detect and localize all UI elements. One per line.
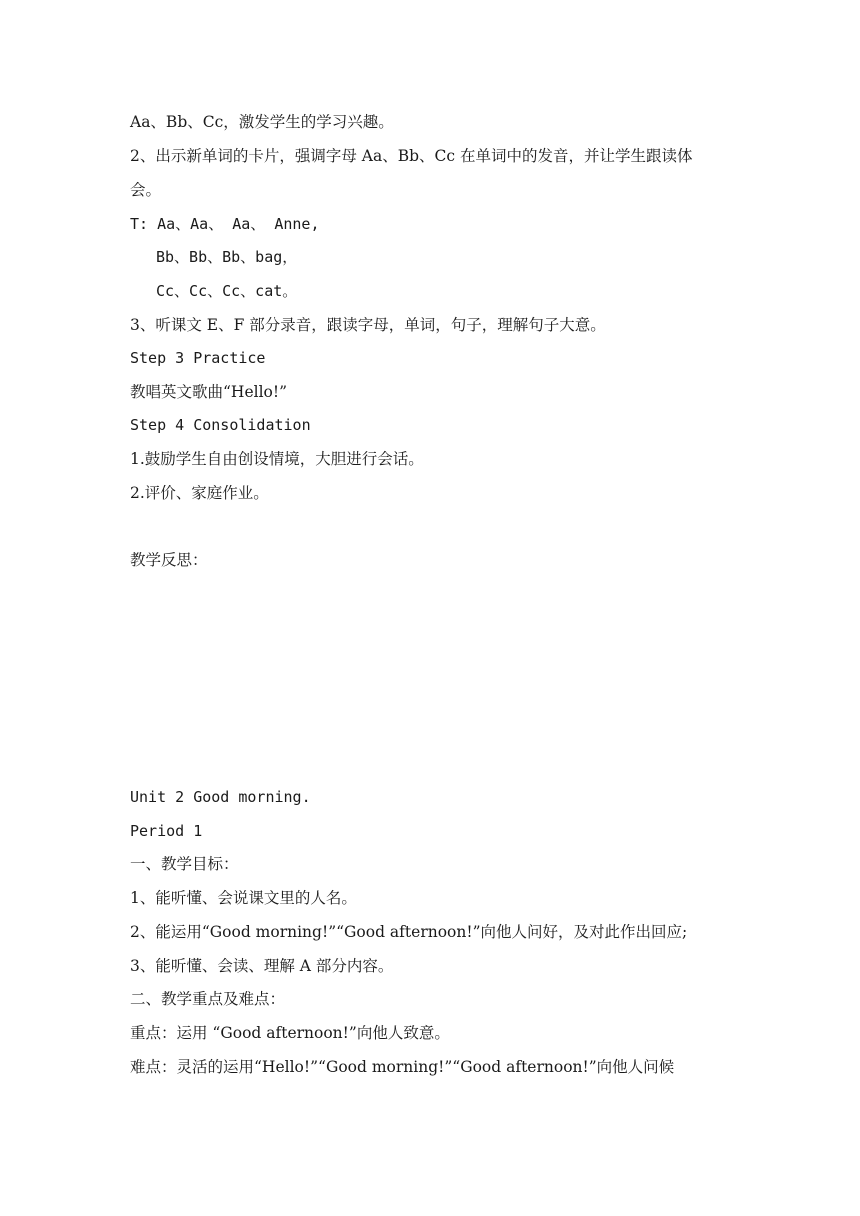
step-heading: Step 4 Consolidation (130, 416, 311, 434)
period-label: Period 1 (130, 822, 203, 840)
dialogue-line: Cc、Cc、Cc、cat。 (156, 282, 298, 300)
text-line: 1、能听懂、会说课文里的人名。 (130, 889, 357, 907)
text-line: 3、听课文 E、F 部分录音，跟读字母，单词，句子，理解句子大意。 (130, 316, 606, 334)
text-line: 重点：运用 “Good afternoon!”向他人致意。 (130, 1024, 450, 1042)
text-line: 2、能运用“Good morning!”“Good afternoon!”向他人问好，及对此作出回应; (130, 923, 688, 941)
text-line: 会。 (130, 181, 162, 199)
text-line: 2、出示新单词的卡片，强调字母 Aa、Bb、Cc 在单词中的发音，并让学生跟读体 (130, 147, 693, 165)
dialogue-line: Bb、Bb、Bb、bag， (156, 248, 298, 266)
text-line: 难点：灵活的运用“Hello!”“Good morning!”“Good afternoon!”向他人问候 (130, 1058, 675, 1076)
text-line: 2.评价、家庭作业。 (130, 484, 269, 502)
dialogue-line: T: Aa、Aa、 Aa、 Anne, (130, 215, 320, 233)
step-heading: Step 3 Practice (130, 349, 266, 367)
reflection-label: 教学反思： (130, 551, 208, 569)
text-line: 3、能听懂、会读、理解 A 部分内容。 (130, 957, 394, 975)
text-line: Aa、Bb、Cc，激发学生的学习兴趣。 (130, 113, 394, 131)
text-line: 教唱英文歌曲“Hello!” (130, 383, 288, 401)
section-heading: 二、教学重点及难点： (130, 990, 286, 1008)
unit-title: Unit 2 Good morning. (130, 788, 311, 806)
section-heading: 一、教学目标： (130, 855, 239, 873)
text-line: 1.鼓励学生自由创设情境，大胆进行会话。 (130, 450, 424, 468)
